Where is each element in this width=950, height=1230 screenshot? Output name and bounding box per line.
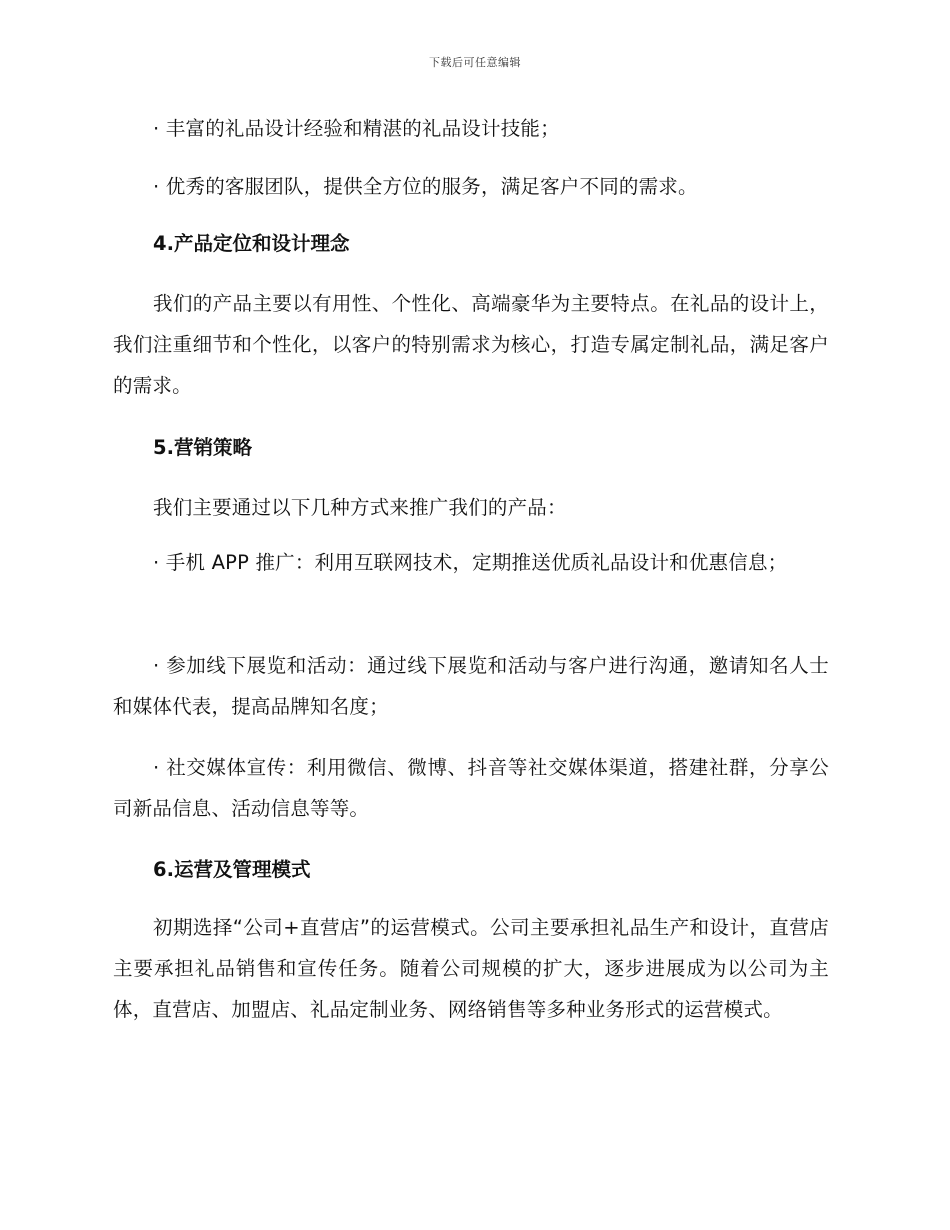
- bullet-social-media: · 社交媒体宣传：利用微信、微博、抖音等社交媒体渠道，搭建社群，分享公司新品信息、活动信息等等。: [113, 756, 829, 820]
- paragraph-operations: 初期选择“公司+直营店”的运营模式。公司主要承担礼品生产和设计，直营店主要承担礼品销售和宣传任务。随着公司规模的扩大，逐步进展成为以公司为主体，直营店、加盟店、礼品定制业务、网络销售等多种业务形式的运营模式。: [113, 916, 829, 1021]
- bullet-app-promotion: · 手机 APP 推广：利用互联网技术，定期推送优质礼品设计和优惠信息；: [153, 551, 788, 574]
- page-header: 下载后可任意编辑: [429, 56, 521, 69]
- bullet-customer-service: · 优秀的客服团队，提供全方位的服务，满足客户不同的需求。: [153, 175, 698, 198]
- heading-marketing-strategy: 5.营销策略: [153, 436, 252, 459]
- bullet-offline-events: · 参加线下展览和活动：通过线下展览和活动与客户进行沟通，邀请知名人士和媒体代表，提高品牌知名度；: [113, 654, 829, 718]
- paragraph-product-positioning: 我们的产品主要以有用性、个性化、高端豪华为主要特点。在礼品的设计上，我们注重细节和个性化，以客户的特别需求为核心，打造专属定制礼品，满足客户的需求。: [113, 292, 829, 397]
- paragraph-marketing-intro: 我们主要通过以下几种方式来推广我们的产品：: [153, 496, 567, 519]
- heading-product-positioning: 4.产品定位和设计理念: [153, 232, 350, 255]
- heading-operations-management: 6.运营及管理模式: [153, 858, 311, 881]
- bullet-design-experience: · 丰富的礼品设计经验和精湛的礼品设计技能；: [153, 117, 560, 140]
